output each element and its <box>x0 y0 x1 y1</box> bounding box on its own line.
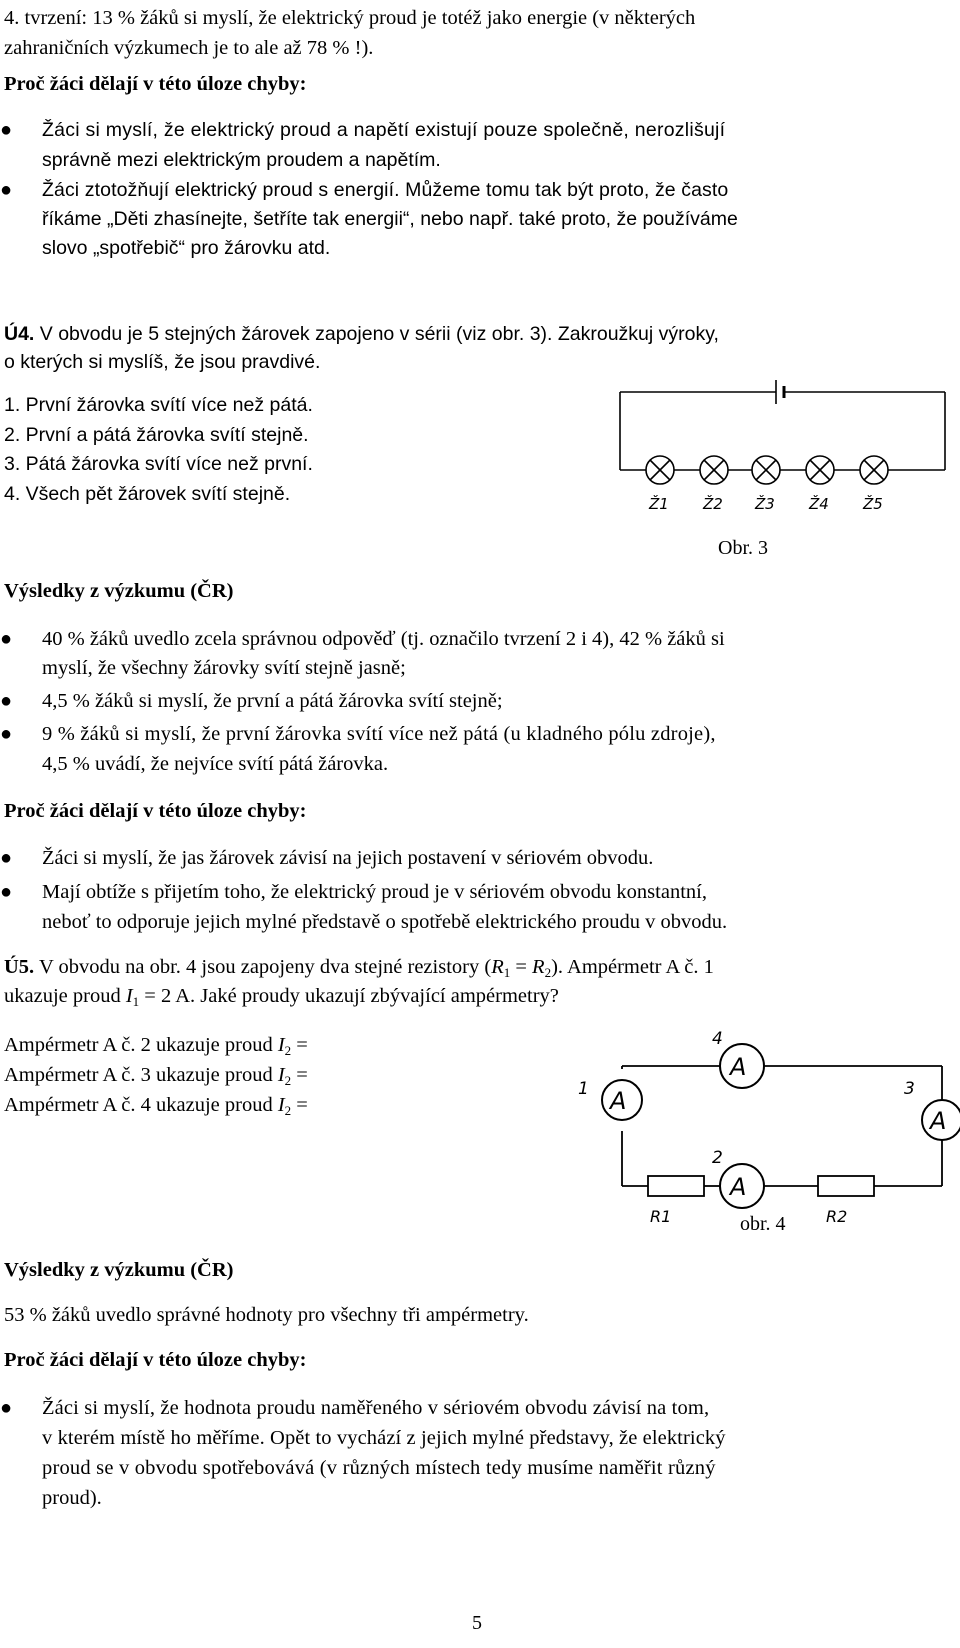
svg-text:2: 2 <box>712 1148 723 1168</box>
resistor-r1 <box>648 1176 704 1196</box>
ammeter-3 <box>904 1079 960 1140</box>
bullet-text: 4,5 % uvádí, že nejvíce svítí pátá žárovka. <box>42 753 389 775</box>
ammeter-2 <box>712 1148 764 1208</box>
svg-text:A: A <box>930 1107 947 1135</box>
bullet-text: 9 % žáků si myslí, že první žárovka svítí více než pátá (u kladného pólu zdroje), <box>42 723 716 745</box>
option-4: 4. Všech pět žárovek svítí stejně. <box>4 483 291 505</box>
ammeter-4 <box>712 1029 764 1088</box>
text-line: o kterých si myslíš, že jsou pravdivé. <box>4 351 321 373</box>
section-heading: Proč žáci dělají v této úloze chyby: <box>4 1349 307 1371</box>
bullet-text: 4,5 % žáků si myslí, že první a pátá žárovka svítí stejně; <box>42 690 503 712</box>
ammeter-1 <box>578 1079 642 1120</box>
section-heading: Výsledky z výzkumu (ČR) <box>4 1259 234 1281</box>
bulb-label: Ž3 <box>755 495 775 513</box>
svg-text:A: A <box>610 1087 627 1115</box>
bullet-text: proud se v obvodu spotřebovává (v různých místech tedy musíme naměřit různý <box>42 1457 716 1479</box>
bullet-icon: ● <box>0 847 13 869</box>
bullet-text: Žáci ztotožňují elektrický proud s energií. Můžeme tomu tak být proto, že často <box>42 179 729 201</box>
svg-text:1: 1 <box>578 1079 589 1099</box>
svg-text:4: 4 <box>712 1029 723 1049</box>
bulb-label: Ž2 <box>703 495 723 513</box>
task-u5-intro: Ú5. V obvodu na obr. 4 jsou zapojeny dva stejné rezistory $(R_1 = R_2)$. Ampérmetr A č. 1 <box>4 956 714 980</box>
answer-line-4: Ampérmetr A č. 4 ukazuje proud $I_2$ = <box>4 1094 308 1118</box>
bullet-icon: ● <box>0 881 13 903</box>
figure-caption: Obr. 3 <box>718 537 768 559</box>
bullet-text: Žáci si myslí, že hodnota proudu naměřeného v sériovém obvodu závisí na tom, <box>42 1397 710 1419</box>
section-heading: Výsledky z výzkumu (ČR) <box>4 580 234 602</box>
svg-text:3: 3 <box>904 1079 915 1099</box>
page-number: 5 <box>472 1612 482 1634</box>
bullet-icon: ● <box>0 723 13 745</box>
text-line: ukazuje proud $I_1 = 2$ A. Jaké proudy ukazují zbývající ampérmetry? <box>4 985 559 1009</box>
resistor-label: R1 <box>650 1207 672 1226</box>
bullet-icon: ● <box>0 1397 13 1419</box>
section-heading: Proč žáci dělají v této úloze chyby: <box>4 73 307 95</box>
text-line: 4. tvrzení: 13 % žáků si myslí, že elektrický proud je totéž jako energie (v některých <box>4 7 696 29</box>
bullet-icon: ● <box>0 628 13 650</box>
bullet-text: říkáme „Děti zhasínejte, šetříte tak energii“, nebo např. také proto, že používáme <box>42 208 738 230</box>
bullet-text: Mají obtíže s přijetím toho, že elektrický proud je v sériovém obvodu konstantní, <box>42 881 707 903</box>
bullet-text: správně mezi elektrickým proudem a napětím. <box>42 149 441 171</box>
option-1: 1. První žárovka svítí více než pátá. <box>4 394 313 416</box>
bullet-icon: ● <box>0 690 13 712</box>
section-heading: Proč žáci dělají v této úloze chyby: <box>4 800 307 822</box>
text-line: zahraničních výzkumech je to ale až 78 % !). <box>4 37 374 59</box>
bullet-text: neboť to odporuje jejich mylné představě o spotřebě elektrického proudu v obvodu. <box>42 911 728 933</box>
bullet-text: myslí, že všechny žárovky svítí stejně jasně; <box>42 657 406 679</box>
option-2: 2. První a pátá žárovka svítí stejně. <box>4 424 309 446</box>
resistor-r2 <box>818 1176 874 1196</box>
resistor-label: R2 <box>826 1207 848 1226</box>
bullet-text: Žáci si myslí, že elektrický proud a napětí existují pouze společně, nerozlišují <box>42 119 726 141</box>
svg-text:A: A <box>730 1053 747 1081</box>
bulb-label: Ž5 <box>863 495 883 513</box>
option-3: 3. Pátá žárovka svítí více než první. <box>4 453 313 475</box>
bullet-text: Žáci si myslí, že jas žárovek závisí na jejich postavení v sériovém obvodu. <box>42 847 654 869</box>
bullet-text: 40 % žáků uvedlo zcela správnou odpověď (tj. označilo tvrzení 2 i 4), 42 % žáků si <box>42 628 725 650</box>
answer-line-2: Ampérmetr A č. 2 ukazuje proud $I_2$ = <box>4 1034 308 1058</box>
bulb-label: Ž4 <box>809 495 829 513</box>
bullet-text: slovo „spotřebič“ pro žárovku atd. <box>42 237 331 259</box>
figure-caption: obr. 4 <box>740 1213 786 1235</box>
bullet-icon: ● <box>0 179 13 201</box>
svg-text:A: A <box>730 1173 747 1201</box>
bulb-label: Ž1 <box>649 495 669 513</box>
task-u4-intro: Ú4. V obvodu je 5 stejných žárovek zapojeno v sérii (viz obr. 3). Zakroužkuj výroky, <box>4 323 719 345</box>
bullet-icon: ● <box>0 119 13 141</box>
answer-line-3: Ampérmetr A č. 3 ukazuje proud $I_2$ = <box>4 1064 308 1088</box>
text-line: 53 % žáků uvedlo správné hodnoty pro všechny tři ampérmetry. <box>4 1304 529 1326</box>
bullet-text: v kterém místě ho měříme. Opět to vychází z jejich mylné představy, že elektrický <box>42 1427 726 1449</box>
bullet-text: proud). <box>42 1487 102 1509</box>
